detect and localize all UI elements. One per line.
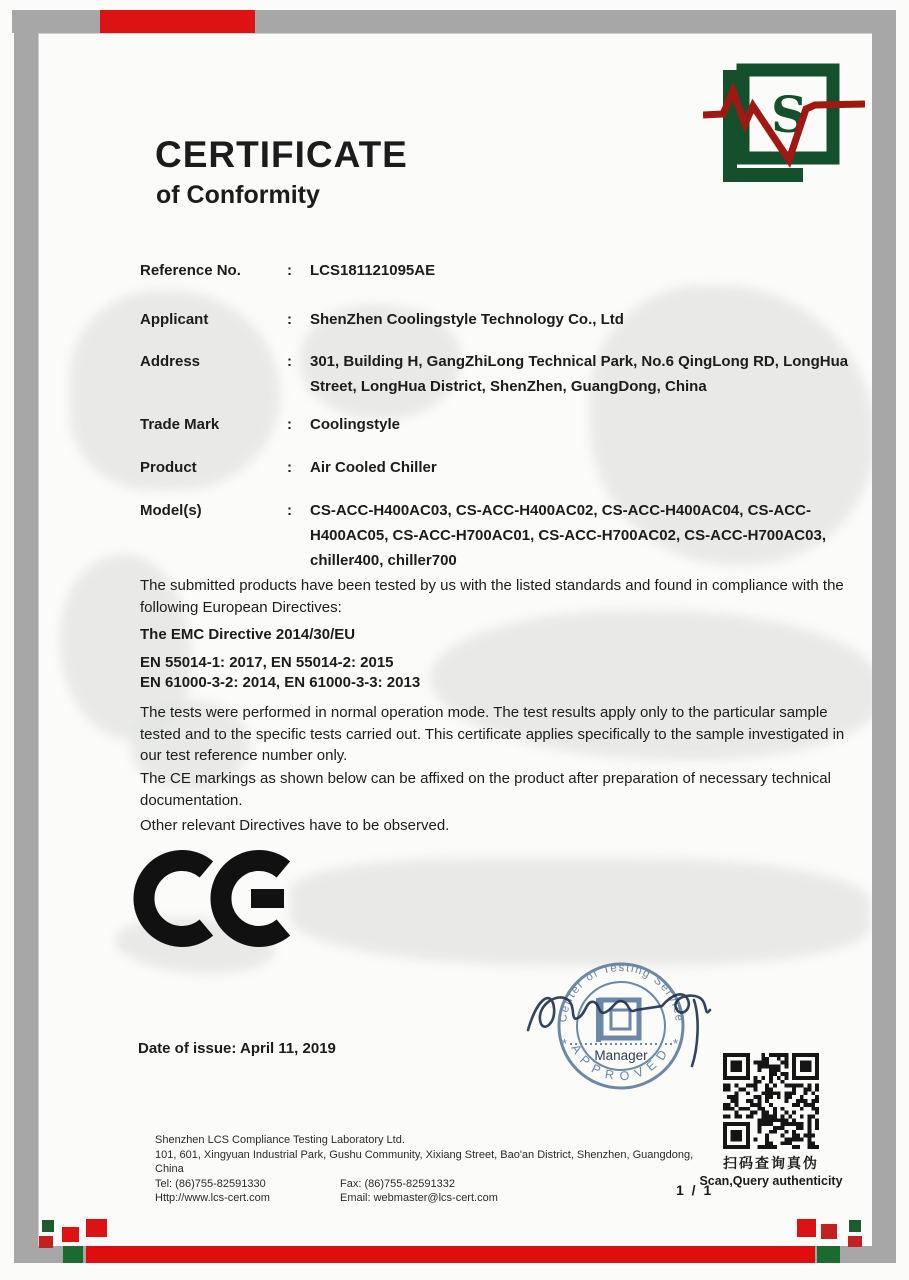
field-value: Coolingstyle [310,416,401,433]
corner-square-green [42,1220,54,1232]
frame-red-segment-top [100,10,255,33]
footer-email: Email: webmaster@lcs-cert.com [340,1192,498,1204]
stamp-arc-bottom-text: APPROVED [568,1041,674,1084]
standards-line: EN 61000-3-2: 2014, EN 61000-3-3: 2013 [140,674,421,691]
field-value: CS-ACC-H400AC03, CS-ACC-H400AC02, CS-ACC-H400AC04, CS-ACC-H400AC05, CS-ACC-H700AC01, CS-ACC-H700AC02, CS-ACC-H700AC03, chiller400, chiller700 [310,502,826,569]
corner-square-red [848,1236,862,1247]
field-colon: : [287,416,292,433]
paragraph-other: Other relevant Directives have to be observed. [140,817,450,834]
field-value: 301, Building H, GangZhiLong Technical Park, No.6 QingLong RD, LongHua Street, LongHua District, ShenZhen, GuangDong, China [310,353,849,395]
svg-text:Center of Testing Service [557,962,685,1023]
corner-square-green [817,1246,840,1263]
footer-company: Shenzhen LCS Compliance Testing Laboratory Ltd. [155,1134,405,1146]
frame-left-bar [14,10,38,1263]
field-value: LCS181121095AE [310,262,436,279]
corner-square-red [86,1219,107,1237]
field-label: Product [140,459,197,476]
qr-code [723,1053,819,1149]
lcs-logo-letter: S [770,85,808,144]
lcs-logo [703,60,865,197]
field-value: ShenZhen Coolingstyle Technology Co., Ltd [310,311,624,328]
footer-fax: Fax: (86)755-82591332 [340,1177,455,1190]
date-of-issue [138,1040,336,1057]
paragraph-intro: The submitted products have been tested by us with the listed standards and found in compliance with the following European Directives: [140,577,844,616]
field-label: Reference No. [140,262,241,279]
corner-square-red [62,1227,79,1242]
field-label: Address [140,353,201,370]
page-number: 1 / 1 [676,1182,714,1198]
field-colon: : [287,353,292,370]
ce-mark-icon [130,843,310,955]
date-value: April 11, 2019 [239,1040,336,1057]
field-colon: : [287,262,292,279]
field-label: Applicant [140,311,209,328]
field-value: Air Cooled Chiller [310,459,437,476]
standards-line: EN 55014-1: 2017, EN 55014-2: 2015 [140,654,394,671]
footer-website: Http://www.lcs-cert.com [155,1192,270,1204]
paragraph-tests: The tests were performed in normal operation mode. The test results apply only to the particular sample tested and to the specific tests carried out. This certificate applies specifically to the sample investigated in our test reference number only. [140,704,845,764]
qr-caption-cn: 扫码查询真伪 [723,1155,819,1171]
footer-tel: Tel: (86)755-82591330 [155,1177,266,1190]
paragraph-ce-note: The CE markings as shown below can be affixed on the product after preparation of necessary technical documentation. [140,770,831,809]
stamp-star-left: * [562,1036,568,1051]
footer [155,1133,720,1206]
ce-mark [130,843,310,960]
stamp-arc-top-text: Center of Testing Service [556,961,685,1024]
qr-caption-en: Scan,Query authenticity [699,1174,843,1188]
field-colon: : [287,502,292,519]
stamp-role-text: Manager [594,1048,648,1063]
date-label: Date of issue: [138,1040,237,1057]
frame-red-segment-bottom [86,1246,815,1263]
corner-square-red [39,1236,53,1248]
stamp-star-right: * [673,1036,679,1051]
corner-square-green [849,1220,861,1232]
corner-square-red [797,1219,816,1237]
field-label: Trade Mark [140,416,220,433]
field-label: Model(s) [140,502,202,519]
paragraph-directive: The EMC Directive 2014/30/EU [140,626,356,643]
field-colon: : [287,311,292,328]
corner-square-green [63,1246,83,1263]
footer-address: 101, 601, Xingyuan Industrial Park, Gushu Community, Xixiang Street, Bao'an District, Shenzhen, Guangdong, China [155,1148,694,1175]
lcs-logo-icon [703,60,865,192]
page-title: CERTIFICATE [155,134,408,175]
page-subtitle: of Conformity [156,181,320,209]
corner-square-red [821,1224,837,1239]
field-colon: : [287,459,292,476]
frame-right-bar [872,10,896,1263]
